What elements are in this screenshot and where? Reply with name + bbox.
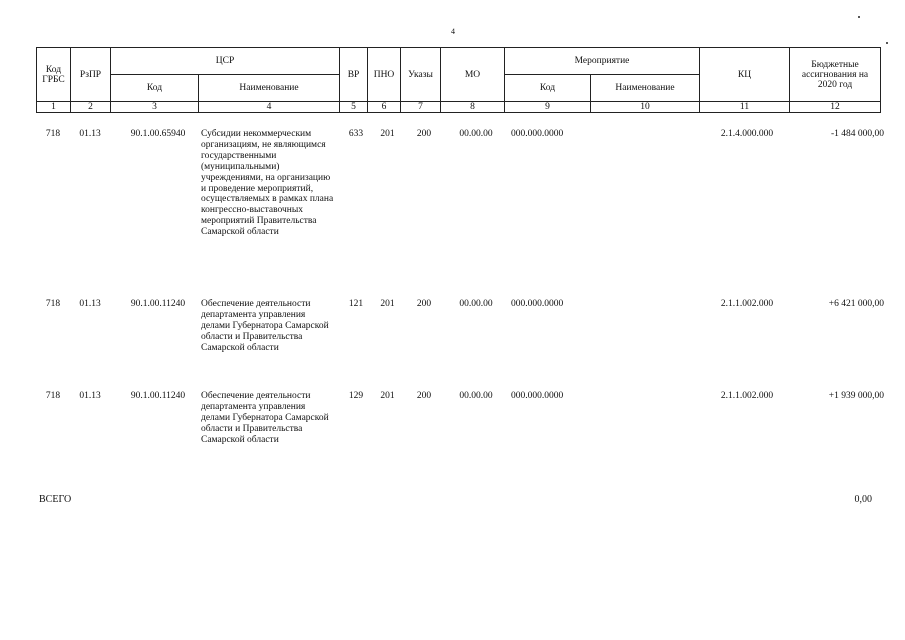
cell-vr: 633 bbox=[348, 129, 364, 139]
cell-grbs: 718 bbox=[45, 299, 61, 309]
cell-meropr-kod: 000.000.0000 bbox=[511, 299, 564, 309]
cell-name: Обеспечение деятельности департамента управления делами Губернатора Самарской области и Правительства Самарской области bbox=[201, 391, 329, 445]
cell-rzpr: 01.13 bbox=[79, 129, 101, 139]
cell-name: Субсидии некоммерческим организациям, не являющимся государственными (муниципальными) учреждениями, на организацию и проведение мероприятий, осуществляемых в рамках плана конгрессно-выставочных мероприятий Правительства Самарской области bbox=[201, 129, 334, 238]
cell-amount: +1 939 000,00 bbox=[828, 391, 884, 401]
cell-mo: 00.00.00 bbox=[459, 391, 493, 401]
column-number: 10 bbox=[591, 102, 700, 113]
cell-grbs: 718 bbox=[45, 129, 61, 139]
cell-vr: 121 bbox=[348, 299, 364, 309]
cell-ukazy: 200 bbox=[416, 391, 432, 401]
column-number: 11 bbox=[700, 102, 790, 113]
scan-speck bbox=[886, 42, 888, 44]
column-number: 6 bbox=[368, 102, 401, 113]
cell-amount: -1 484 000,00 bbox=[830, 129, 884, 139]
column-number: 8 bbox=[441, 102, 505, 113]
cell-ukazy: 200 bbox=[416, 299, 432, 309]
cell-csr: 90.1.00.65940 bbox=[130, 129, 186, 139]
cell-meropr-kod: 000.000.0000 bbox=[511, 391, 564, 401]
cell-grbs: 718 bbox=[45, 391, 61, 401]
col-csr-name: Наименование bbox=[199, 75, 340, 102]
col-meropr: Мероприятие bbox=[505, 48, 700, 75]
col-meropr-kod: Код bbox=[505, 75, 591, 102]
table-row bbox=[36, 299, 884, 391]
page-number: 4 bbox=[451, 27, 455, 36]
column-number: 2 bbox=[71, 102, 111, 113]
cell-kc: 2.1.1.002.000 bbox=[720, 391, 774, 401]
column-number: 1 bbox=[37, 102, 71, 113]
cell-kc: 2.1.4.000.000 bbox=[720, 129, 774, 139]
col-mo: МО bbox=[441, 48, 505, 102]
col-budget: Бюджетные ассигнования на 2020 год bbox=[790, 48, 881, 102]
table-row bbox=[36, 129, 884, 299]
column-number: 3 bbox=[111, 102, 199, 113]
cell-ukazy: 200 bbox=[416, 129, 432, 139]
cell-rzpr: 01.13 bbox=[79, 299, 101, 309]
cell-rzpr: 01.13 bbox=[79, 391, 101, 401]
col-kc: КЦ bbox=[700, 48, 790, 102]
col-vr: ВР bbox=[340, 48, 368, 102]
col-kod-grbs: Код ГРБС bbox=[37, 48, 71, 102]
budget-table-header bbox=[36, 47, 881, 113]
cell-meropr-kod: 000.000.0000 bbox=[511, 129, 564, 139]
cell-mo: 00.00.00 bbox=[459, 299, 493, 309]
cell-amount: +6 421 000,00 bbox=[828, 299, 884, 309]
table-body bbox=[36, 129, 884, 471]
column-number: 12 bbox=[790, 102, 881, 113]
cell-pno: 201 bbox=[380, 129, 395, 139]
total-value: 0,00 bbox=[854, 494, 872, 505]
cell-csr: 90.1.00.11240 bbox=[130, 299, 186, 309]
cell-kc: 2.1.1.002.000 bbox=[720, 299, 774, 309]
cell-pno: 201 bbox=[380, 391, 395, 401]
column-number: 7 bbox=[401, 102, 441, 113]
col-csr: ЦСР bbox=[111, 48, 340, 75]
column-number: 9 bbox=[505, 102, 591, 113]
col-ukazy: Указы bbox=[401, 48, 441, 102]
col-rzpr: РзПР bbox=[71, 48, 111, 102]
total-label: ВСЕГО bbox=[39, 494, 72, 505]
cell-name: Обеспечение деятельности департамента управления делами Губернатора Самарской области и Правительства Самарской области bbox=[201, 299, 329, 353]
cell-pno: 201 bbox=[380, 299, 395, 309]
scan-speck bbox=[858, 16, 860, 18]
table-row bbox=[36, 391, 884, 471]
cell-csr: 90.1.00.11240 bbox=[130, 391, 186, 401]
col-meropr-name: Наименование bbox=[591, 75, 700, 102]
column-number: 5 bbox=[340, 102, 368, 113]
cell-vr: 129 bbox=[348, 391, 364, 401]
cell-mo: 00.00.00 bbox=[459, 129, 493, 139]
column-number: 4 bbox=[199, 102, 340, 113]
col-pno: ПНО bbox=[368, 48, 401, 102]
col-csr-kod: Код bbox=[111, 75, 199, 102]
